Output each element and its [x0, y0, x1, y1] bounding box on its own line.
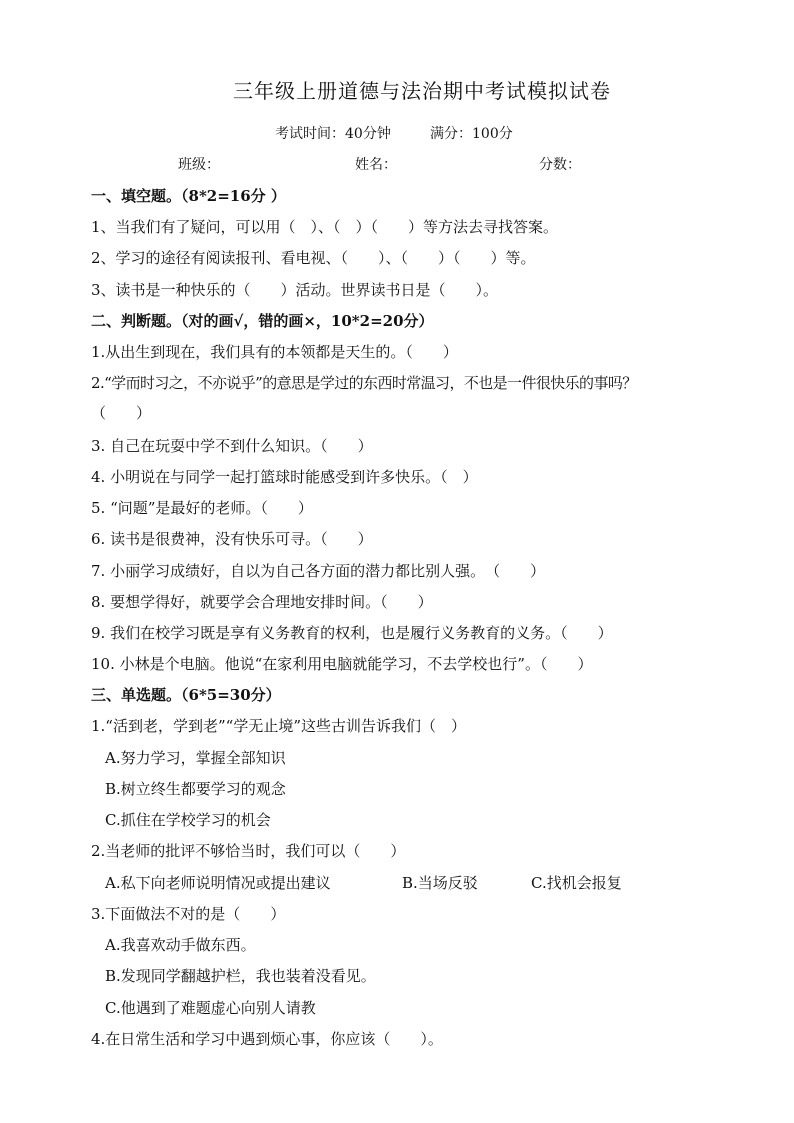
- answer-option: B.当场反驳: [402, 874, 478, 892]
- question-text: 5. “问题”是最好的老师。（ ）: [91, 499, 313, 517]
- class-field-label: 班级：: [178, 157, 220, 173]
- section-heading-single-choice: 三、单选题。（6*5=30分）: [91, 686, 281, 704]
- full-score: 满分：100分: [430, 126, 513, 142]
- question-text-continuation: （ ）: [91, 404, 152, 422]
- exam-time: 考试时间：40分钟: [275, 126, 391, 142]
- question-text: 3、读书是一种快乐的（ ）活动。世界读书日是（ ）。: [91, 281, 499, 299]
- answer-option: C.抓住在学校学习的机会: [105, 811, 271, 829]
- question-text: 8. 要想学得好，就要学会合理地安排时间。（ ）: [91, 593, 433, 611]
- section-heading-true-false: 二、判断题。（对的画√，错的画×，10*2=20分）: [91, 312, 434, 330]
- question-text: 10. 小林是个电脑。他说“在家利用电脑就能学习，不去学校也行”。（ ）: [91, 655, 593, 673]
- answer-option: C.他遇到了难题虚心向别人请教: [105, 999, 316, 1017]
- exam-title: 三年级上册道德与法治期中考试模拟试卷: [233, 79, 611, 103]
- question-text: 2.当老师的批评不够恰当时，我们可以（ ）: [91, 842, 406, 860]
- question-text: 9. 我们在校学习既是享有义务教育的权利，也是履行义务教育的义务。（ ）: [91, 624, 613, 642]
- question-text: 1.“活到老，学到老”“学无止境”这些古训告诉我们（ ）: [91, 717, 466, 735]
- question-text: 4.在日常生活和学习中遇到烦心事，你应该（ ）。: [91, 1030, 443, 1048]
- answer-option: B.发现同学翻越护栏，我也装着没看见。: [105, 967, 376, 985]
- question-text: 2、学习的途径有阅读报刊、看电视、（ ）、（ ）（ ）等。: [91, 249, 536, 267]
- answer-option: B.树立终生都要学习的观念: [105, 780, 286, 798]
- question-text: 3. 自己在玩耍中学不到什么知识。（ ）: [91, 437, 373, 455]
- question-text: 2.“学而时习之，不亦说乎”的意思是学过的东西时常温习，不也是一件很快乐的事吗？: [91, 374, 637, 392]
- answer-option: A.努力学习，掌握全部知识: [105, 749, 286, 767]
- answer-option: A.私下向老师说明情况或提出建议: [105, 874, 331, 892]
- answer-option: C.找机会报复: [531, 874, 622, 892]
- score-field-label: 分数：: [539, 157, 581, 173]
- question-text: 3.下面做法不对的是（ ）: [91, 905, 286, 923]
- answer-option: A.我喜欢动手做东西。: [105, 936, 256, 954]
- question-text: 4. 小明说在与同学一起打篮球时能感受到许多快乐。（ ）: [91, 468, 478, 486]
- question-text: 6. 读书是很费神，没有快乐可寻。（ ）: [91, 530, 373, 548]
- section-heading-fill-blank: 一、填空题。（8*2=16分 ）: [91, 187, 286, 205]
- name-field-label: 姓名：: [355, 157, 397, 173]
- question-text: 1、当我们有了疑问，可以用（ ）、（ ）（ ）等方法去寻找答案。: [91, 218, 559, 236]
- question-text: 1.从出生到现在，我们具有的本领都是天生的。（ ）: [91, 343, 458, 361]
- question-text: 7. 小丽学习成绩好，自以为自己各方面的潜力都比别人强。 （ ）: [91, 562, 546, 580]
